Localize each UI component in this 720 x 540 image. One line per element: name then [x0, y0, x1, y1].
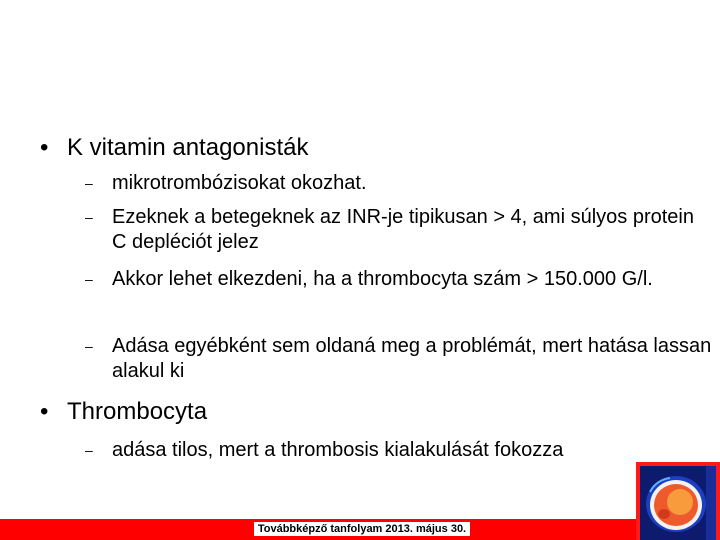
bullet-text: Thrombocyta — [67, 398, 208, 425]
sub-bullet-text: mikrotrombózisokat okozhat. — [112, 172, 367, 194]
sub-bullet-text: adása tilos, mert a thrombosis kialakulását fokozza — [112, 439, 564, 461]
sub-bullet-text: Ezeknek a betegeknek az INR-je tipikusan > 4, ami súlyos protein C depléciót jelez — [112, 206, 694, 253]
dash-icon: – — [85, 175, 93, 191]
bullet-text: K vitamin antagonisták — [67, 134, 309, 161]
dash-icon: – — [85, 209, 93, 225]
medical-image-icon — [636, 462, 720, 540]
sub-bullet-text: Adása egyébként sem oldaná meg a problémát, mert hatása lassan alakul ki — [112, 335, 712, 382]
dash-icon: – — [85, 442, 93, 458]
footer — [0, 519, 720, 540]
bullet-icon: • — [40, 134, 49, 161]
bullet-icon: • — [40, 398, 49, 425]
sub-bullet-text: Akkor lehet elkezdeni, ha a thrombocyta szám > 150.000 G/l. — [112, 268, 653, 290]
dash-icon: – — [85, 338, 93, 354]
dash-icon: – — [85, 271, 93, 287]
footer-text: Továbbképző tanfolyam 2013. május 30. — [254, 522, 470, 536]
